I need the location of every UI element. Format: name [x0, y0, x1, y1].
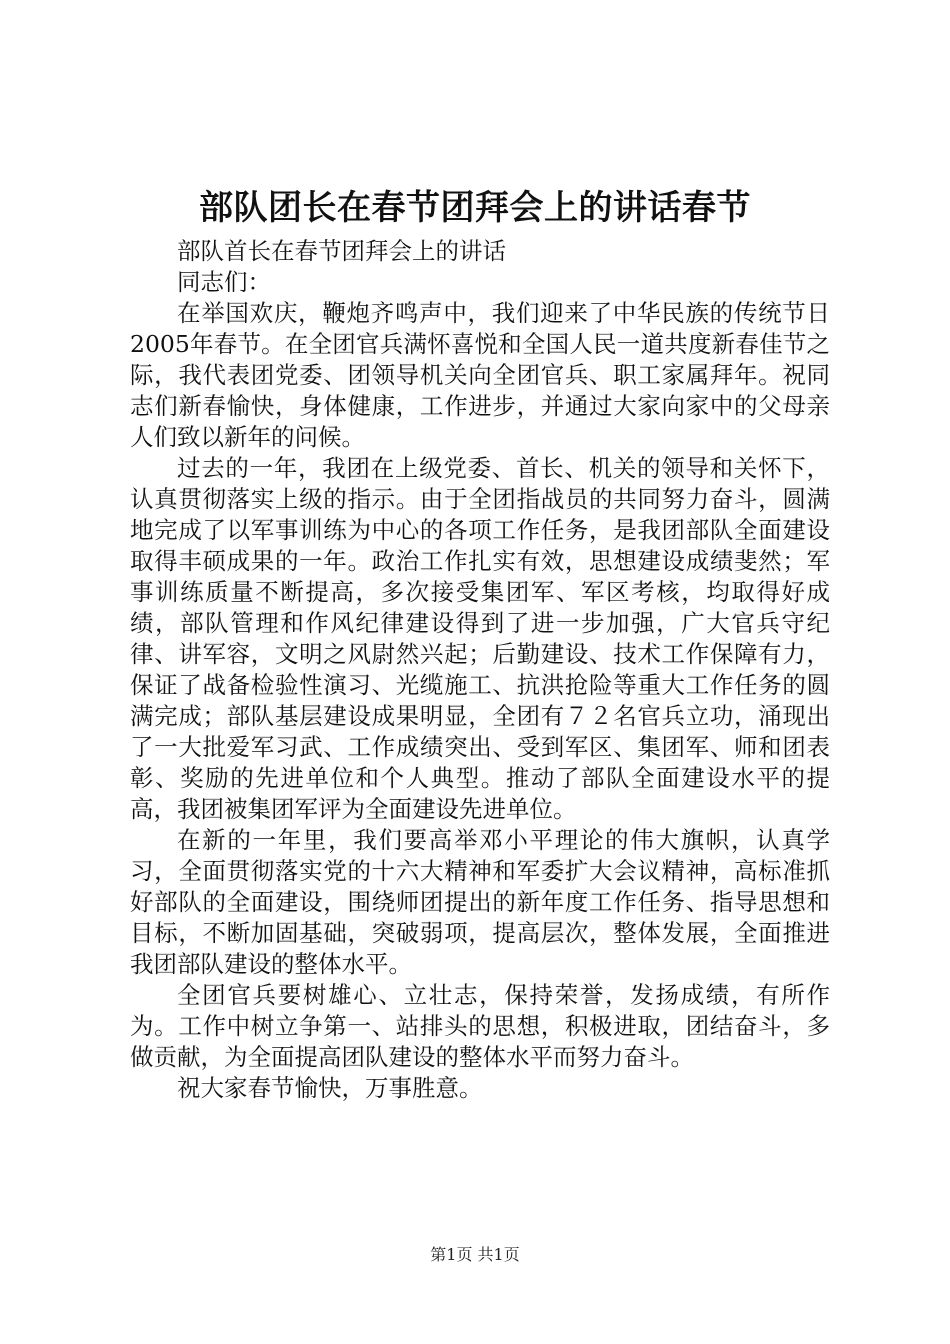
speech-heading: 部队首长在春节团拜会上的讲话 — [177, 237, 506, 265]
salutation: 同志们： — [177, 268, 271, 296]
body-paragraph: 全团官兵要树雄心、立壮志，保持荣誉，发扬成绩，有所作为。工作中树立争第一、站排头的思想，积极进取，团结奋斗，多做贡献，为全面提高团队建设的整体水平而努力奋斗。 — [130, 981, 830, 1071]
body-paragraph: 过去的一年，我团在上级党委、首长、机关的领导和关怀下，认真贯彻落实上级的指示。由于全团指战员的共同努力奋斗，圆满地完成了以军事训练为中心的各项工作任务，是我团部队全面建设取得丰硕成果的一年。政治工作扎实有效，思想建设成绩斐然；军事训练质量不断提高，多次接受集团军、军区考核，均取得好成绩，部队管理和作风纪律建设得到了进一步加强，广大官兵守纪律、讲军容，文明之风尉然兴起；后勤建设、技术工作保障有力，保证了战备检验性演习、光缆施工、抗洪抢险等重大工作任务的圆满完成；部队基层建设成果明显，全团有７２名官兵立功，涌现出了一大批爱军习武、工作成绩突出、受到军区、集团军、师和团表彰、奖励的先进单位和个人典型。推动了部队全面建设水平的提高，我团被集团军评为全面建设先进单位。 — [130, 454, 830, 823]
body-paragraph: 在举国欢庆，鞭炮齐鸣声中，我们迎来了中华民族的传统节日2005年春节。在全团官兵满怀喜悦和全国人民一道共度新春佳节之际，我代表团党委、团领导机关向全团官兵、职工家属拜年。祝同志们新春愉快，身体健康，工作进步，并通过大家向家中的父母亲人们致以新年的问候。 — [130, 299, 830, 451]
page-number: 第1页 — [430, 1245, 473, 1264]
closing-line: 祝大家春节愉快，万事胜意。 — [177, 1074, 483, 1102]
document-body — [130, 236, 830, 1104]
page-footer — [0, 1244, 950, 1266]
document-title: 部队团长在春节团拜会上的讲话春节 — [199, 188, 751, 228]
page-total: 共1页 — [477, 1245, 520, 1264]
body-paragraph: 在新的一年里，我们要高举邓小平理论的伟大旗帜，认真学习，全面贯彻落实党的十六大精神和军委扩大会议精神，高标准抓好部队的全面建设，围绕师团提出的新年度工作任务、指导思想和目标，不断加固基础，突破弱项，提高层次，整体发展，全面推进我团部队建设的整体水平。 — [130, 826, 830, 978]
